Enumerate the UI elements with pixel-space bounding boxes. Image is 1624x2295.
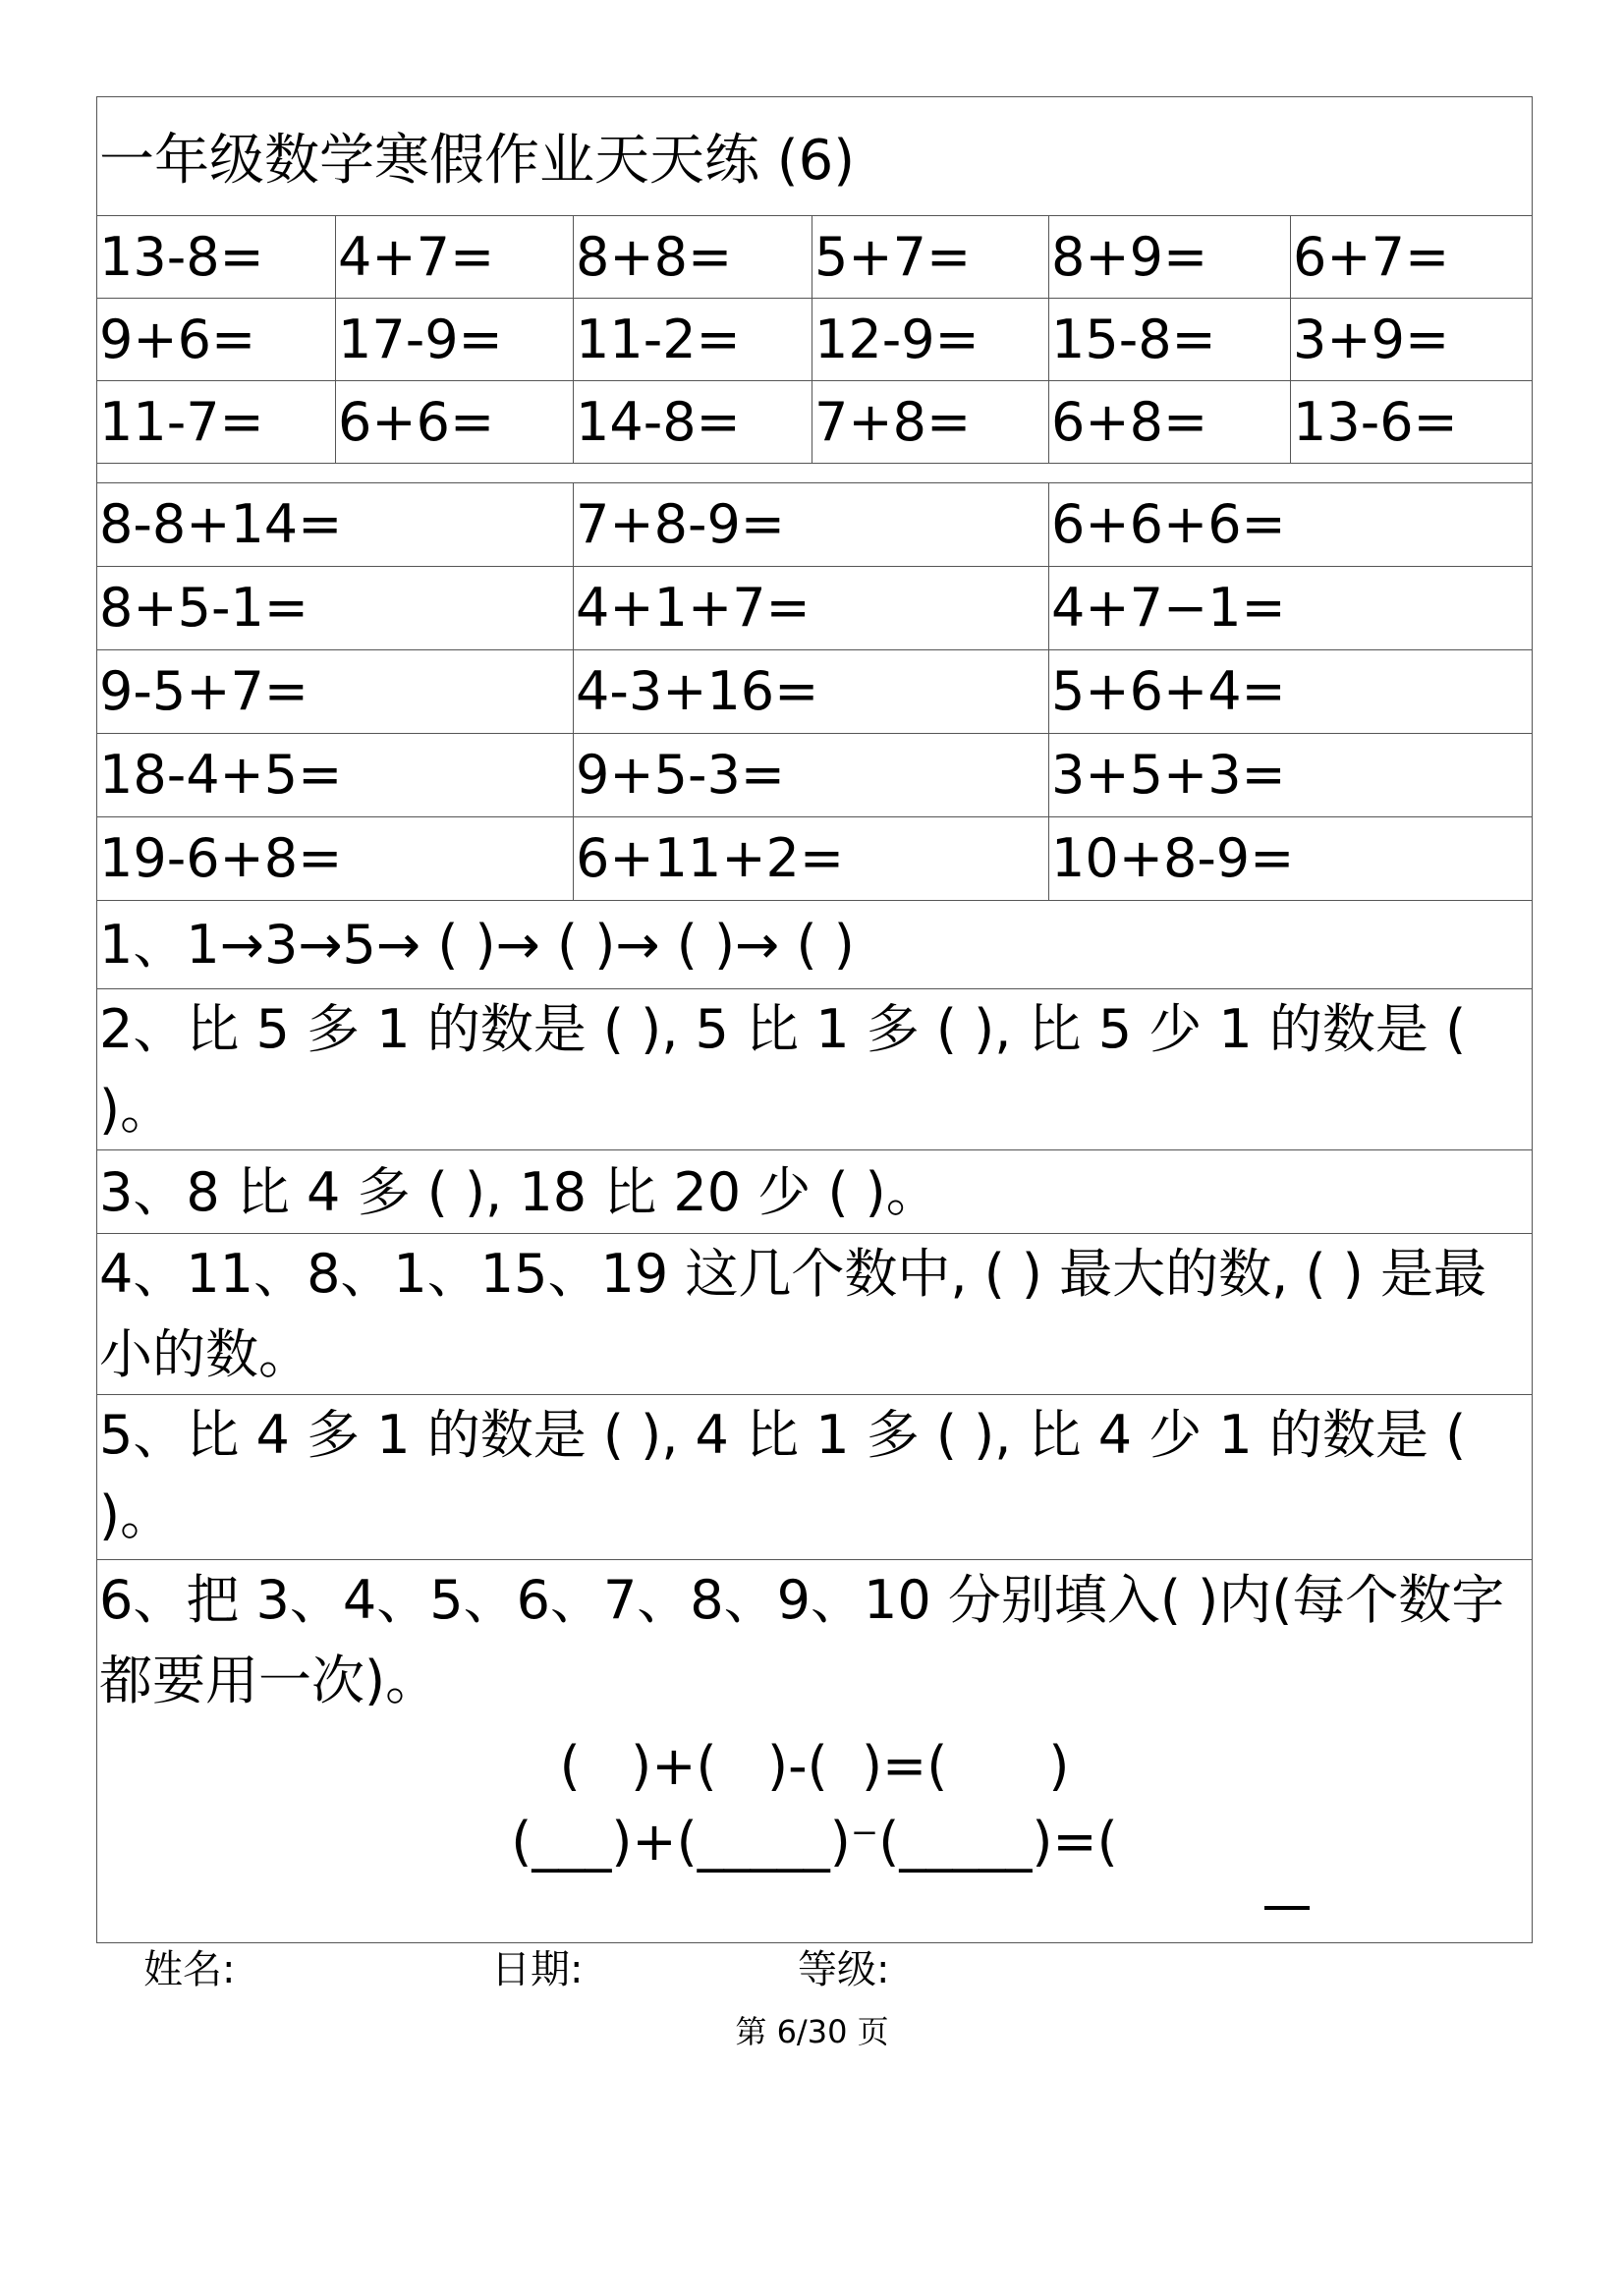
equation-line-2: (___)+(_____)⁻(_____)=(: [511, 1811, 1118, 1873]
grid2-row: [97, 566, 1532, 649]
question-4-row: [97, 1233, 1532, 1394]
answer-dash: [1264, 1906, 1310, 1910]
grid2-row: [97, 649, 1532, 733]
page-number: 第 6/30 页: [735, 2013, 889, 2050]
grid1-cell: 12-9=: [812, 299, 1048, 380]
grid1-cell: 7+8=: [812, 381, 1048, 463]
page-title: 一年级数学寒假作业天天练 (6): [99, 129, 856, 193]
grid2-cell: 4-3+16=: [573, 650, 1048, 733]
name-label: 姓名:: [143, 1947, 236, 1992]
grid1-cell: 8+9=: [1048, 216, 1290, 298]
grid1-cell: 13-8=: [99, 225, 264, 288]
grid2-row: [97, 816, 1532, 900]
grid1-cell: 8+8=: [573, 216, 812, 298]
equation-line-1: ( )+( )-( )=( ): [559, 1735, 1070, 1797]
question-1: 1、1→3→5→ ( )→ ( )→ ( )→ ( ): [99, 914, 855, 976]
question-6-row: [97, 1559, 1532, 1944]
grid1-cell: 14-8=: [573, 381, 812, 463]
grid2-cell: 4+1+7=: [573, 567, 1048, 649]
grid1-cell: 13-6=: [1290, 381, 1534, 463]
grid2-cell: 8+5-1=: [99, 577, 309, 639]
question-3: 3、8 比 4 多 ( ), 18 比 20 少 ( )。: [99, 1161, 939, 1223]
grid2-row: [97, 733, 1532, 816]
grid1-cell: 17-9=: [335, 299, 573, 380]
grid1-cell: 9+6=: [99, 308, 256, 370]
grid2-cell: 19-6+8=: [99, 827, 343, 889]
spacer-row: [97, 463, 1532, 482]
grid2-cell: 8-8+14=: [99, 493, 343, 555]
grid2-cell: 9-5+7=: [99, 660, 309, 722]
grid1-row: [97, 215, 1532, 298]
grid2-cell: 18-4+5=: [99, 744, 343, 806]
question-4: 4、11、8、1、15、19 这几个数中, ( ) 最大的数, ( ) 是最小的数。: [99, 1243, 1486, 1385]
question-5-row: [97, 1394, 1532, 1559]
grid2-cell: 7+8-9=: [573, 483, 1048, 566]
grid2-cell: 9+5-3=: [573, 734, 1048, 816]
grid2-row: [97, 482, 1532, 566]
worksheet-table: [96, 96, 1533, 1943]
grid1-cell: 11-2=: [573, 299, 812, 380]
grid1-cell: 6+8=: [1048, 381, 1290, 463]
grid2-cell: 3+5+3=: [1048, 734, 1534, 816]
date-label: 日期:: [491, 1947, 584, 1992]
grid1-cell: 4+7=: [335, 216, 573, 298]
grid1-cell: 11-7=: [99, 390, 264, 453]
question-2: 2、比 5 多 1 的数是 ( ), 5 比 1 多 ( ), 比 5 少 1 的数是 ( )。: [99, 998, 1467, 1141]
grid2-cell: 5+6+4=: [1048, 650, 1534, 733]
grid1-row: [97, 380, 1532, 463]
question-2-row: [97, 988, 1532, 1149]
grid2-cell: 10+8-9=: [1048, 817, 1534, 900]
grid2-cell: 4+7−1=: [1048, 567, 1534, 649]
grid1-cell: 5+7=: [812, 216, 1048, 298]
grid1-cell: 15-8=: [1048, 299, 1290, 380]
question-6: 6、把 3、4、5、6、7、8、9、10 分别填入( )内(每个数字都要用一次)。: [99, 1569, 1505, 1711]
grid2-cell: 6+11+2=: [573, 817, 1048, 900]
grid2-cell: 6+6+6=: [1048, 483, 1534, 566]
grid1-cell: 3+9=: [1290, 299, 1534, 380]
grid1-cell: 6+7=: [1290, 216, 1534, 298]
question-5: 5、比 4 多 1 的数是 ( ), 4 比 1 多 ( ), 比 4 少 1 的数是 ( )。: [99, 1404, 1467, 1546]
question-3-row: [97, 1149, 1532, 1233]
question-1-row: [97, 900, 1532, 988]
grid1-cell: 6+6=: [335, 381, 573, 463]
title-row: [97, 97, 1532, 215]
grade-label: 等级:: [798, 1947, 890, 1992]
grid1-row: [97, 298, 1532, 380]
